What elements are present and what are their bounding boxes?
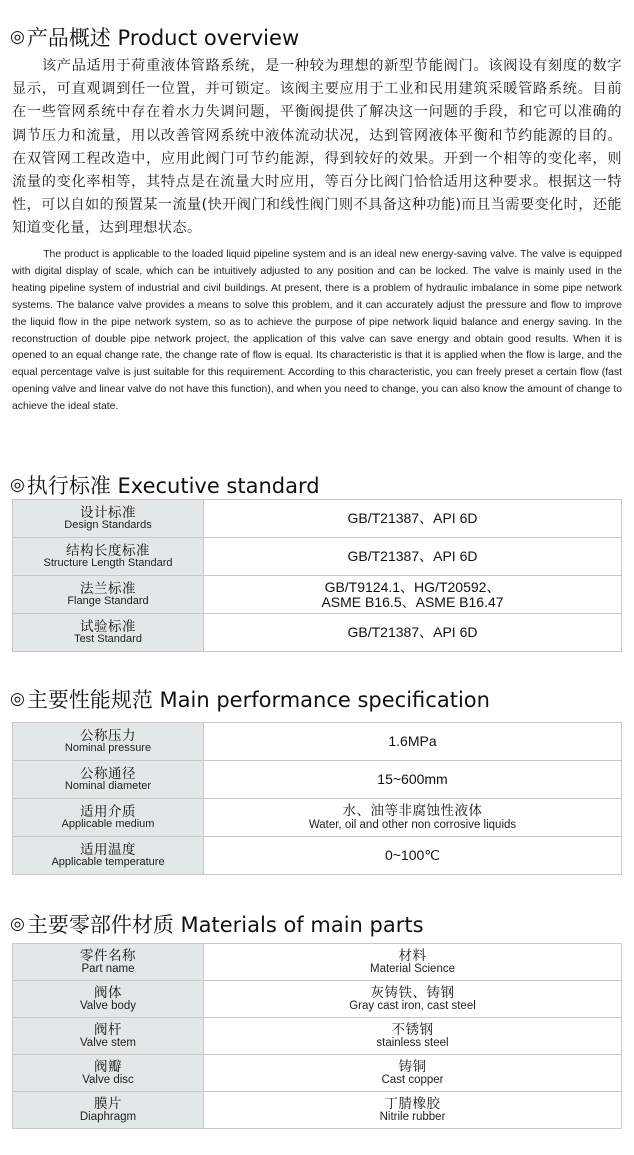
overview-title: 产品概述 Product overview bbox=[26, 26, 300, 50]
table-row bbox=[13, 799, 622, 837]
row-value: 材料 Material Science bbox=[204, 944, 622, 981]
row-value: 0~100℃ bbox=[204, 837, 622, 875]
materials-table bbox=[12, 943, 622, 1129]
row-label: 结构长度标准 Structure Length Standard bbox=[13, 538, 204, 576]
table-row bbox=[13, 1055, 622, 1092]
materials-title: 主要零部件材质 Materials of main parts bbox=[26, 913, 424, 937]
table-row bbox=[13, 761, 622, 799]
section-title-executive bbox=[10, 470, 320, 500]
table-row bbox=[13, 538, 622, 576]
table-row bbox=[13, 576, 622, 614]
row-value: 灰铸铁、铸钢 Gray cast iron, cast steel bbox=[204, 981, 622, 1018]
table-row bbox=[13, 837, 622, 875]
executive-title: 执行标准 Executive standard bbox=[26, 474, 320, 498]
row-value: GB/T21387、API 6D bbox=[204, 538, 622, 576]
row-label: 公称通径 Nominal diameter bbox=[13, 761, 204, 799]
performance-title: 主要性能规范 Main performance specification bbox=[26, 688, 490, 712]
double-circle-icon: ◎ bbox=[10, 689, 23, 709]
table-row bbox=[13, 723, 622, 761]
section-title-materials bbox=[10, 909, 424, 939]
table-row bbox=[13, 981, 622, 1018]
double-circle-icon: ◎ bbox=[10, 27, 23, 47]
row-label: 设计标准 Design Standards bbox=[13, 500, 204, 538]
row-label: 阀体 Valve body bbox=[13, 981, 204, 1018]
section-title-performance bbox=[10, 684, 490, 714]
row-label: 膜片 Diaphragm bbox=[13, 1092, 204, 1129]
row-label: 适用介质 Applicable medium bbox=[13, 799, 204, 837]
executive-standard-table bbox=[12, 499, 622, 652]
row-value: 15~600mm bbox=[204, 761, 622, 799]
row-value: 1.6MPa bbox=[204, 723, 622, 761]
table-row bbox=[13, 614, 622, 652]
row-value: GB/T9124.1、HG/T20592、 ASME B16.5、ASME B16.47 bbox=[204, 576, 622, 614]
table-row bbox=[13, 1092, 622, 1129]
row-label: 阀瓣 Valve disc bbox=[13, 1055, 204, 1092]
double-circle-icon: ◎ bbox=[10, 475, 23, 495]
row-label: 公称压力 Nominal pressure bbox=[13, 723, 204, 761]
overview-en-text: The product is applicable to the loaded liquid pipeline system and is an ideal new energy-saving valve. The valve is equipped with digital display of scale, which can be intuitively adjusted to any position and can be locked. The valve is mainly used in the heating pipeline system of industrial and civil buildings. At present, there is a problem of hydraulic imbalance in some pipe network systems. The balance valve provides a means to solve this problem, and it can accurately adjust the pressure and flow to improve the liquid flow in the pipe network system, so as to achieve the purpose of pipe network liquid balance and energy saving. In the reconstruction of double pipe network project, the application of this valve can save energy and obtain good results. When it is opened to an equal change rate, the change rate of flow is equal. Its characteristic is that it is applied when the flow is large, and the equal percentage valve is just suitable for this requirement. According to this characteristic, you can freely preset a certain flow (fast opening valve and linear valve do not have this function), and when you need to change, you can also know the amount of change to achieve the ideal state. bbox=[12, 249, 623, 413]
row-value: 铸铜 Cast copper bbox=[204, 1055, 622, 1092]
row-label: 适用温度 Applicable temperature bbox=[13, 837, 204, 875]
double-circle-icon: ◎ bbox=[10, 914, 23, 934]
overview-zh-text: 该产品适用于荷重液体管路系统，是一种较为理想的新型节能阀门。该阀设有刻度的数字显示，可直观调到任一位置，并可锁定。该阀主要应用于工业和民用建筑采暖管路系统。目前在一些管网系统中存在着水力失调问题，平衡阀提供了解决这一问题的手段，和它可以准确的调节压力和流量，用以改善管网系统中液体流动状况，达到管网液体平衡和节约能源的目的。在双管网工程改造中，应用此阀门可节约能源，得到较好的效果。开到一个相等的变化率，则流量的变化率相等，其特点是在流量大时应用，等百分比阀门恰恰适用这种要求。根据这一特性，可以自如的预置某一流量(快开阀门和线性阀门则不具备这种功能)而且当需要变化时，还能知道变化量，达到理想状态。 bbox=[12, 58, 622, 237]
row-value: 丁腈橡胶 Nitrile rubber bbox=[204, 1092, 622, 1129]
row-value: 水、油等非腐蚀性液体 Water, oil and other non corrosive liquids bbox=[204, 799, 622, 837]
table-row bbox=[13, 1018, 622, 1055]
table-row bbox=[13, 944, 622, 981]
row-label: 零件名称 Part name bbox=[13, 944, 204, 981]
row-label: 试验标准 Test Standard bbox=[13, 614, 204, 652]
row-value: 不锈钢 stainless steel bbox=[204, 1018, 622, 1055]
row-label: 阀杆 Valve stem bbox=[13, 1018, 204, 1055]
performance-table bbox=[12, 722, 622, 875]
row-value: GB/T21387、API 6D bbox=[204, 500, 622, 538]
row-label: 法兰标准 Flange Standard bbox=[13, 576, 204, 614]
table-row bbox=[13, 500, 622, 538]
section-title-overview bbox=[10, 22, 299, 52]
row-value: GB/T21387、API 6D bbox=[204, 614, 622, 652]
